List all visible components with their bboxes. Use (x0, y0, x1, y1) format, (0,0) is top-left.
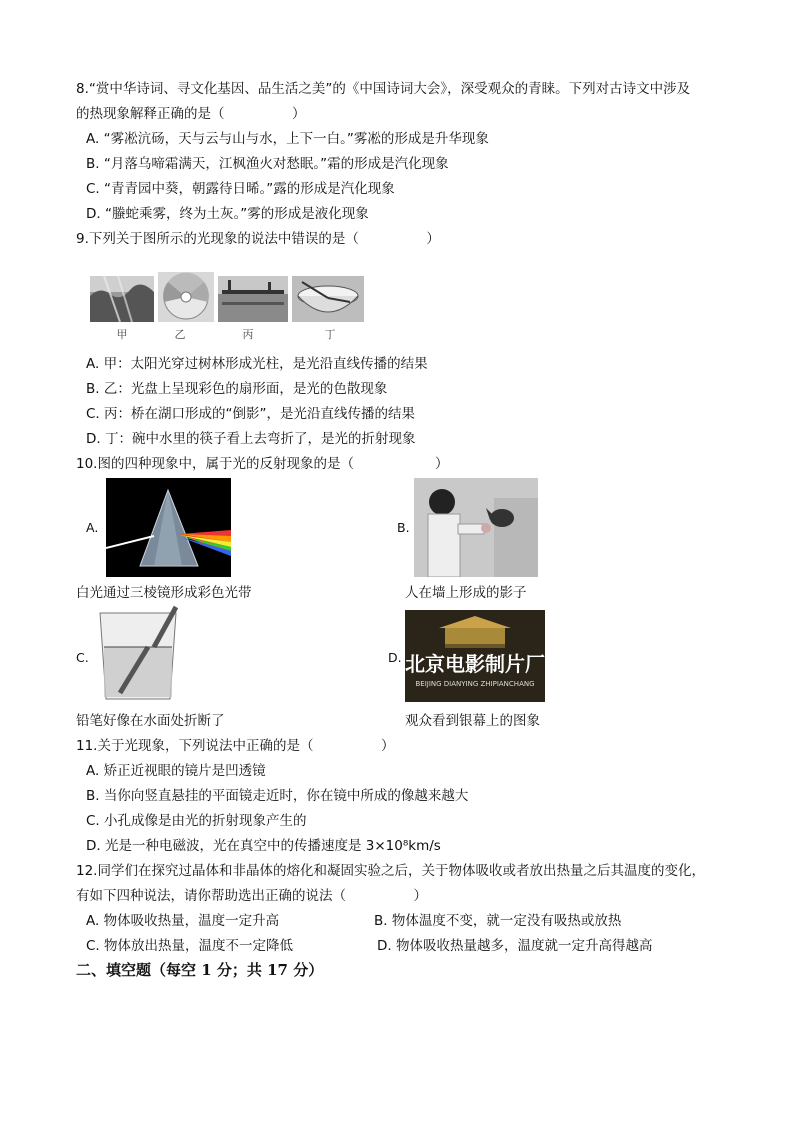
q12-stem-line1: 12.同学们在探究过晶体和非晶体的熔化和凝固实验之后，关于物体吸收或者放出热量之后其温度的变化， (76, 863, 705, 879)
q10-caption-c: 铅笔好像在水面处折断了 (76, 713, 225, 729)
q10-label-c: C. (76, 650, 89, 665)
q11-option-a: A. 矫正近视眼的镜片是凹透镜 (86, 763, 266, 779)
q12-option-a: A. 物体吸收热量，温度一定升高 (86, 913, 280, 929)
movie-studio-subtitle: BEIJING DIANYING ZHIPIANCHANG (415, 680, 535, 688)
q11-option-d: D. 光是一种电磁波，光在真空中的传播速度是 3×10⁸km/s (86, 838, 441, 854)
q10-caption-a: 白光通过三棱镜形成彩色光带 (76, 585, 252, 601)
q10-caption-b: 人在墙上形成的影子 (405, 585, 527, 601)
q10-caption-d: 观众看到银幕上的图象 (405, 713, 540, 729)
q12-option-b: B. 物体温度不变，就一定没有吸热或放热 (374, 913, 622, 929)
q9-stem: 9.下列关于图所示的光现象的说法中错误的是（ ） (76, 231, 440, 247)
q8-option-d: D. “螣蛇乘雾，终为土灰。”雾的形成是液化现象 (86, 206, 369, 222)
q9-caption-yi: 乙 (174, 328, 186, 341)
q8-option-c: C. “青青园中葵，朝露待日晞。”露的形成是汽化现象 (86, 181, 395, 197)
forest-light-image (90, 276, 154, 322)
bridge-reflection-image (218, 276, 288, 322)
q9-option-c: C. 丙：桥在湖口形成的“倒影”，是光沿直线传播的结果 (86, 406, 415, 422)
q9-option-a: A. 甲：太阳光穿过树林形成光柱，是光沿直线传播的结果 (86, 356, 428, 372)
q10-label-d: D. (388, 650, 402, 665)
q11-option-c: C. 小孔成像是由光的折射现象产生的 (86, 813, 307, 829)
q10-label-b: B. (397, 520, 410, 535)
section-heading: 二、填空题（每空 1 分；共 17 分） (76, 961, 324, 979)
q9-caption-bing: 丙 (242, 328, 254, 341)
cd-rainbow-image (158, 272, 214, 322)
movie-screen-image (405, 610, 545, 702)
q11-stem: 11.关于光现象，下列说法中正确的是（ ） (76, 738, 395, 754)
prism-dispersion-image (106, 478, 231, 577)
q10-label-a: A. (86, 520, 99, 535)
q8-option-a: A. “雾凇沆砀，天与云与山与水，上下一白。”雾凇的形成是升华现象 (86, 131, 489, 147)
pencil-in-water-image (92, 605, 184, 703)
q12-stem-line2: 有如下四种说法，请你帮助选出正确的说法（ ） (76, 888, 427, 904)
q9-option-d: D. 丁：碗中水里的筷子看上去弯折了，是光的折射现象 (86, 431, 416, 447)
q11-option-b: B. 当你向竖直悬挂的平面镜走近时，你在镜中所成的像越来越大 (86, 788, 469, 804)
movie-studio-title: 北京电影制片厂 (405, 652, 545, 676)
q10-stem: 10.图的四种现象中，属于光的反射现象的是（ ） (76, 456, 449, 472)
q9-caption-jia: 甲 (116, 328, 128, 341)
q9-option-b: B. 乙：光盘上呈现彩色的扇形面，是光的色散现象 (86, 381, 388, 397)
q8-stem-line2: 的热现象解释正确的是（ ） (76, 106, 306, 122)
q12-option-d: D. 物体吸收热量越多，温度就一定升高得越高 (377, 938, 653, 954)
q8-option-b: B. “月落乌啼霜满天，江枫渔火对愁眠。”霜的形成是汽化现象 (86, 156, 449, 172)
chopsticks-bowl-image (292, 276, 364, 322)
q12-option-c: C. 物体放出热量，温度不一定降低 (86, 938, 294, 954)
q9-caption-ding: 丁 (324, 328, 336, 341)
q8-stem-line1: 8.“赏中华诗词、寻文化基因、品生活之美”的《中国诗词大会》，深受观众的青睐。下列对古诗文中涉及 (76, 81, 691, 97)
shadow-puppet-image (414, 478, 538, 577)
